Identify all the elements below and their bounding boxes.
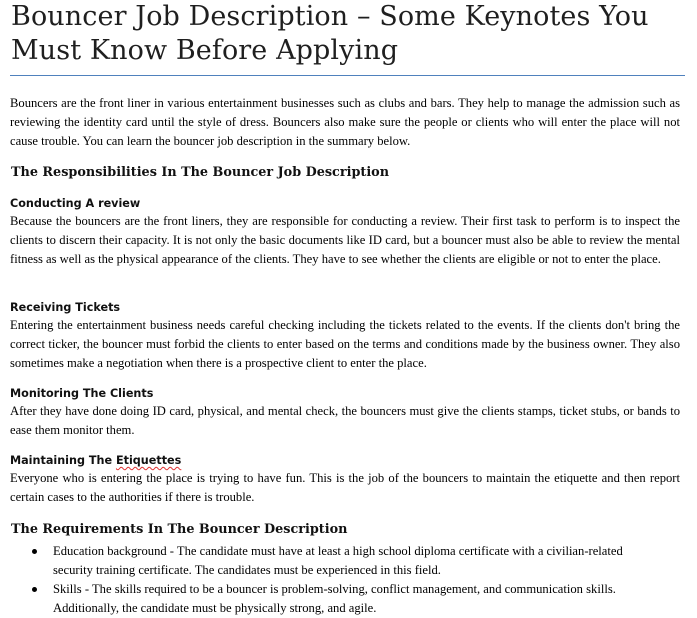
list-item <box>0 580 663 618</box>
section-heading-receiving-tickets: Receiving Tickets <box>10 301 121 314</box>
requirements-heading: The Requirements In The Bouncer Description <box>11 522 348 537</box>
requirement-text: Skills - The skills required to be a bouncer is problem-solving, conflict management, and communication skills. Additionally, the candidate must be physically strong, and agile. <box>53 582 616 615</box>
section-heading-maintaining-etiquettes <box>10 453 181 469</box>
intro-paragraph: Bouncers are the front liner in various entertainment businesses such as clubs and bars. They help to manage the admission such as reviewing the identity card until the style of dress. Bouncers also make sure the people or clients who will enter the place will not cause trouble. You can learn the bouncer job description in the summary below. <box>10 96 680 148</box>
section-text-conducting-review: Because the bouncers are the front liners, they are responsible for conducting a review. Their first task to perform is to inspect the clients to discern their capacity. It is not only the basic documents like ID card, but a bouncer must also be able to review the mental fitness as well as the physical appearance of the clients. They have to see whether the clients are eligible or not to enter the place. <box>10 214 680 266</box>
section-text-monitoring-clients: After they have done doing ID card, physical, and mental check, the bouncers must give the clients stamps, ticket stubs, or bands to ease them monitor them. <box>10 404 680 437</box>
section-text-maintaining-etiquettes: Everyone who is entering the place is trying to have fun. This is the job of the bouncers to maintain the etiquette and then report certain cases to the authorities if there is trouble. <box>10 471 680 504</box>
bullet-icon <box>32 587 37 592</box>
section-heading-monitoring-clients: Monitoring The Clients <box>10 387 154 400</box>
heading-prefix: Maintaining The <box>10 454 116 467</box>
title-divider <box>10 75 685 76</box>
section-text-receiving-tickets: Entering the entertainment business needs careful checking including the tickets related to the events. If the clients don't bring the correct ticker, the bouncer must forbid the clients to enter based on the terms and conditions made by the business owner. They also sometimes make a negotiation when there is a prospective client to enter the place. <box>10 318 680 370</box>
list-item <box>0 542 663 580</box>
section-heading-conducting-review: Conducting A review <box>10 197 141 210</box>
requirement-text: Education background - The candidate must have at least a high school diploma certificate with a civilian-related security training certificate. The candidates must be experienced in this field. <box>53 544 623 577</box>
page-title: Bouncer Job Description – Some Keynotes You Must Know Before Applying <box>11 1 649 66</box>
responsibilities-heading: The Responsibilities In The Bouncer Job Description <box>11 165 390 180</box>
requirements-list <box>0 542 697 618</box>
bullet-icon <box>32 549 37 554</box>
spellcheck-flagged-word: Etiquettes <box>115 454 182 467</box>
